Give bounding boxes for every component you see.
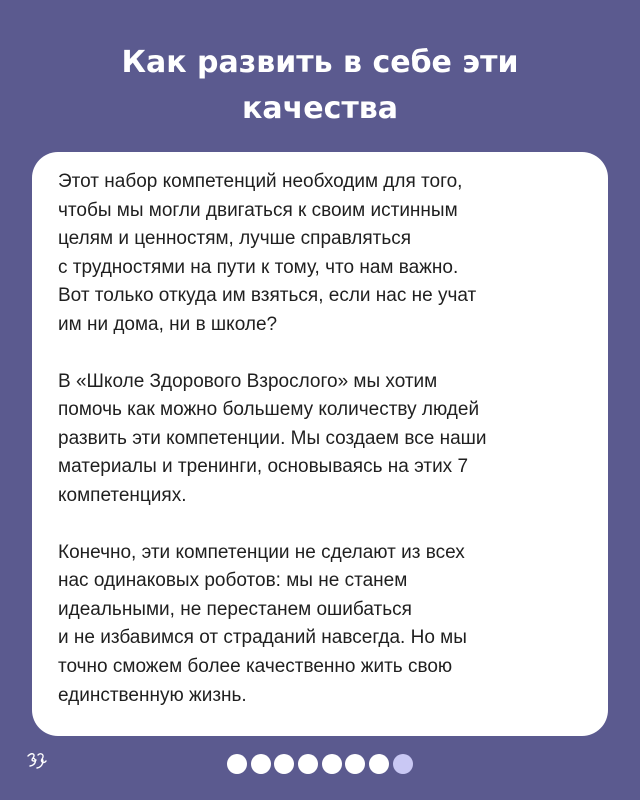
title-line-1: Как развить в себе эти	[121, 45, 519, 80]
text-line: нас одинаковых роботов: мы не станем	[58, 570, 408, 592]
paragraph-1	[58, 168, 590, 340]
text-line: материалы и тренинги, основываясь на этих 7	[58, 456, 469, 478]
paragraph-3	[58, 539, 590, 711]
content-card	[32, 152, 608, 736]
text-line: Этот набор компетенций необходим для того,	[58, 171, 463, 192]
text-line: идеальными, не перестанем ошибаться	[58, 598, 412, 620]
paragraph-2	[58, 368, 590, 511]
text-line: Вот только откуда им взяться, если нас не учат	[58, 285, 477, 307]
pagination-dot[interactable]	[345, 754, 365, 774]
pagination-dot[interactable]	[298, 754, 318, 774]
text-line: и не избавимся от страданий навсегда. Но мы	[58, 627, 467, 649]
text-line: помочь как можно большему количеству людей	[58, 399, 480, 421]
text-line: Конечно, эти компетенции не сделают из всех	[58, 541, 465, 563]
text-line: точно сможем более качественно жить свою	[58, 655, 453, 677]
signature-logo-icon	[26, 750, 48, 772]
pagination-dot-active[interactable]	[393, 754, 413, 774]
pagination-dots	[227, 754, 413, 774]
text-line: чтобы мы могли двигаться к своим истинным	[58, 199, 458, 221]
title-line-2: качества	[242, 91, 398, 126]
text-line: целям и ценностям, лучше справляться	[58, 228, 412, 250]
text-line: развить эти компетенции. Мы создаем все наши	[58, 427, 487, 449]
pagination-dot[interactable]	[369, 754, 389, 774]
text-line: В «Школе Здорового Взрослого» мы хотим	[58, 370, 438, 392]
text-line: единственную жизнь.	[58, 684, 247, 706]
page-title	[40, 40, 600, 132]
pagination-dot[interactable]	[274, 754, 294, 774]
text-line: им ни дома, ни в школе?	[58, 313, 278, 335]
pagination-dot[interactable]	[251, 754, 271, 774]
pagination-dot[interactable]	[227, 754, 247, 774]
text-line: с трудностями на пути к тому, что нам важно.	[58, 256, 459, 278]
pagination-dot[interactable]	[322, 754, 342, 774]
text-line: компетенциях.	[58, 484, 187, 506]
